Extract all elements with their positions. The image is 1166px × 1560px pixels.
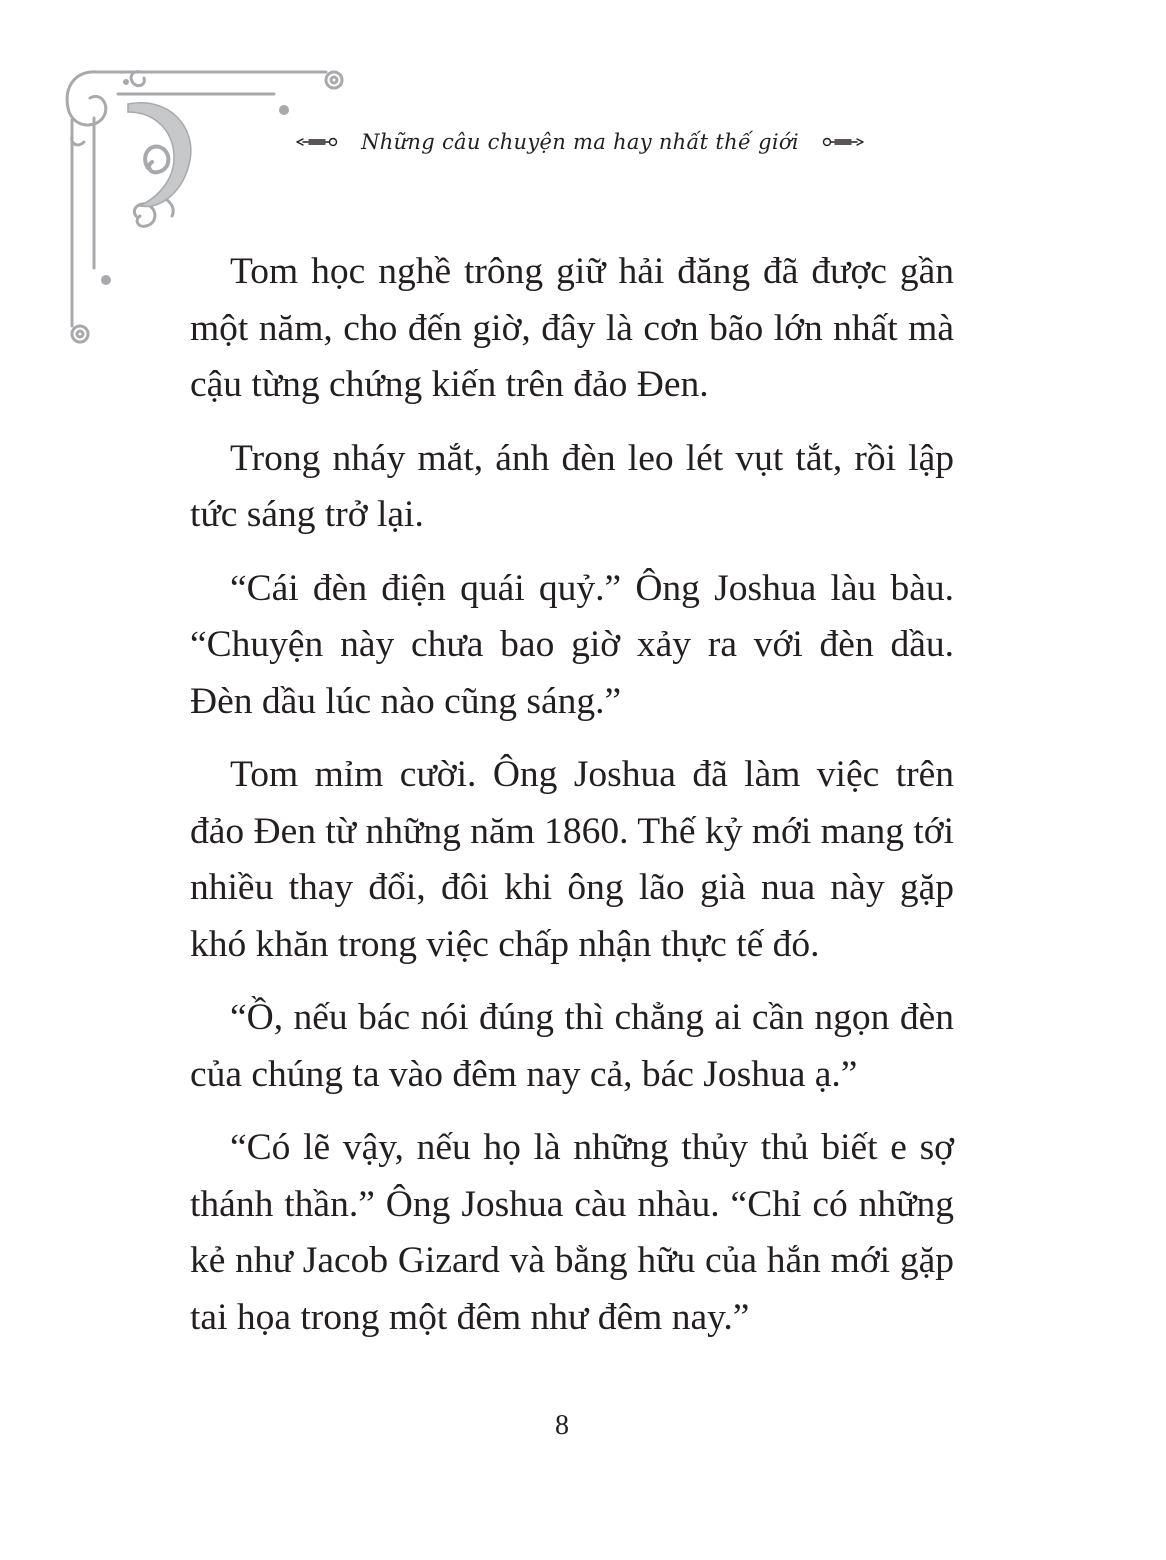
scroll-flourish-icon [295,135,339,149]
scroll-flourish-icon [821,135,865,149]
running-title: Những câu chuyện ma hay nhất thế giới [361,130,799,154]
running-header [290,122,870,162]
story-body [190,244,954,1363]
paragraph: “Cái đèn điện quái quỷ.” Ông Joshua làu bàu. “Chuyện này chưa bao giờ xảy ra với đèn dầu. Đèn dầu lúc nào cũng sáng.” [190,567,954,722]
page-number: 8 [555,1410,569,1441]
paragraph: Tom mỉm cười. Ông Joshua đã làm việc trên đảo Đen từ những năm 1860. Thế kỷ mới mang tới nhiều thay đổi, đôi khi ông lão già nua này gặp khó khăn trong việc chấp nhận thực tế đó. [190,754,954,965]
paragraph: Tom học nghề trông giữ hải đăng đã được gần một năm, cho đến giờ, đây là cơn bão lớn nhất mà cậu từng chứng kiến trên đảo Đen. [190,251,954,405]
paragraph: Trong nháy mắt, ánh đèn leo lét vụt tắt, rồi lập tức sáng trở lại. [190,437,954,535]
paragraph: “Có lẽ vậy, nếu họ là những thủy thủ biết e sợ thánh thần.” Ông Joshua càu nhàu. “Chỉ có những kẻ như Jacob Gizard và bằng hữu của hắn mới gặp tai họa trong một đêm như đêm nay.” [190,1127,954,1338]
paragraph: “Ồ, nếu bác nói đúng thì chẳng ai cần ngọn đèn của chúng ta vào đêm nay cả, bác Joshua ạ.” [190,997,954,1095]
